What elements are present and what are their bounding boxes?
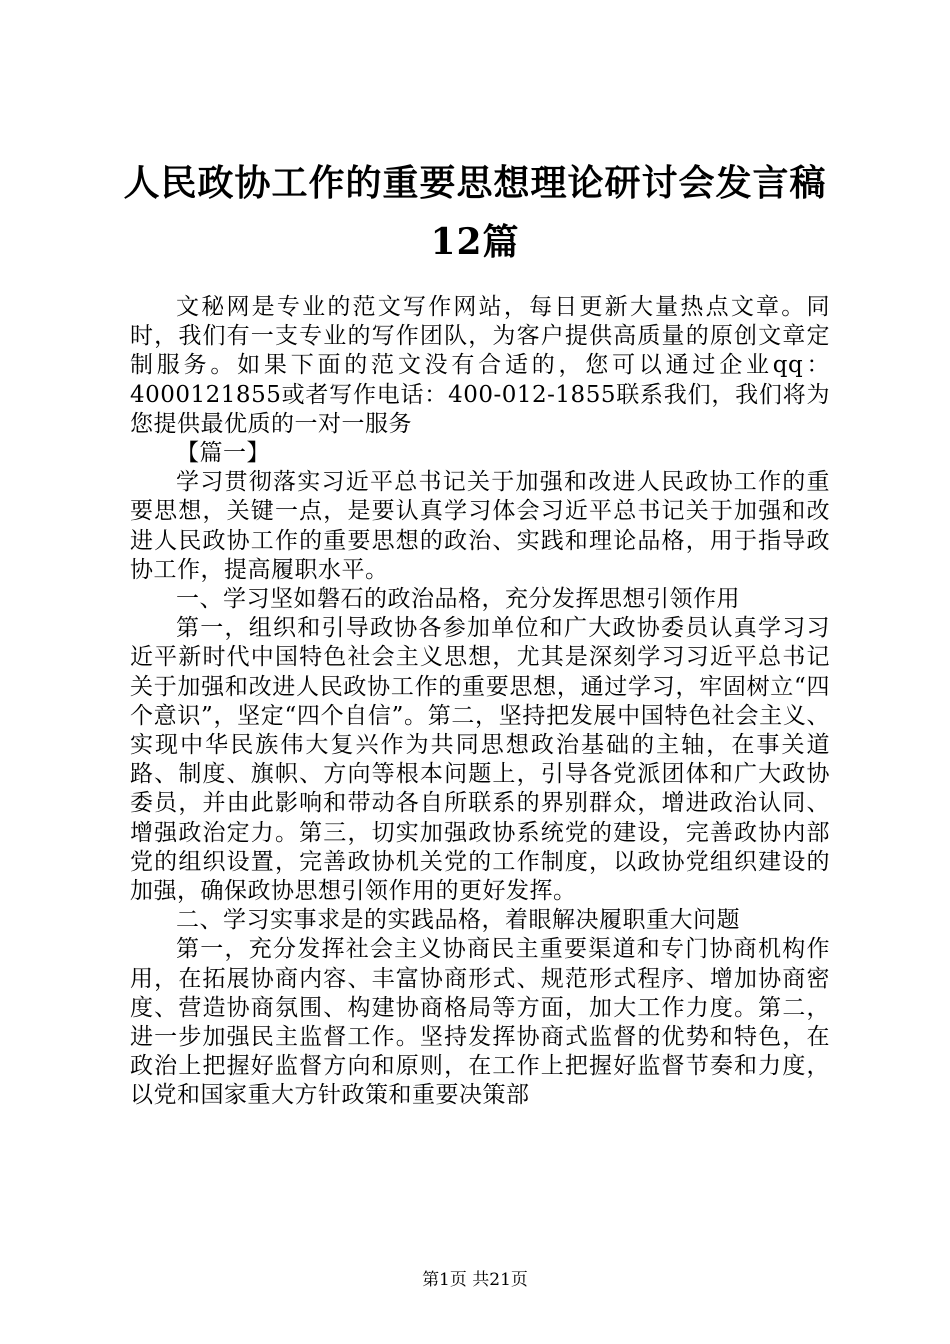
section-heading: 一、学习坚如磐石的政治品格，充分发挥思想引领作用 (176, 586, 740, 613)
section-label: 【篇一】 (176, 440, 270, 467)
body-paragraph: 第一，组织和引导政协各参加单位和广大政协委员认真学习习近平新时代中国特色社会主义思想，尤其是深刻学习习近平总书记关于加强和改进人民政协工作的重要思想，通过学习，牢固树立“四个意识”，坚定“四个自信”。第二，坚持把发展中国特色社会主义、实现中华民族伟大复兴作为共同思想政治基础的主轴，在事关道路、制度、旗帜、方向等根本问题上，引导各党派团体和广大政协委员，并由此影响和带动各自所联系的界别群众，增进政治认同、增强政治定力。第三，切实加强政协系统党的建设，完善政协内部党的组织设置，完善政协机关党的工作制度，以政协党组织建设的加强，确保政协思想引领作用的更好发挥。 (130, 615, 830, 905)
body-paragraph: 学习贯彻落实习近平总书记关于加强和改进人民政协工作的重要思想，关键一点，是要认真学习体会习近平总书记关于加强和改进人民政协工作的重要思想的政治、实践和理论品格，用于指导政协工作，提高履职水平。 (130, 469, 830, 583)
body-paragraph: 第一，充分发挥社会主义协商民主重要渠道和专门协商机构作用，在拓展协商内容、丰富协商形式、规范形式程序、增加协商密度、营造协商氛围、构建协商格局等方面，加大工作力度。第二，进一步加强民主监督工作。坚持发挥协商式监督的优势和特色，在政治上把握好监督方向和原则，在工作上把握好监督节奏和力度，以党和国家重大方针政策和重要决策部 (130, 936, 830, 1109)
document-body (130, 293, 830, 1111)
intro-paragraph: 文秘网是专业的范文写作网站，每日更新大量热点文章。同时，我们有一支专业的写作团队，为客户提供高质量的原创文章定制服务。如果下面的范文没有合适的，您可以通过企业qq：4000121855或者写作电话：400-012-1855联系我们，我们将为您提供最优质的一对一服务 (130, 294, 830, 437)
document-title: 人民政协工作的重要思想理论研讨会发言稿 (123, 162, 827, 204)
section-heading: 二、学习实事求是的实践品格，着眼解决履职重大问题 (176, 907, 740, 934)
document-title-continuation: 12篇 (430, 221, 520, 263)
page-number-footer: 第1页 共21页 (422, 1270, 528, 1290)
